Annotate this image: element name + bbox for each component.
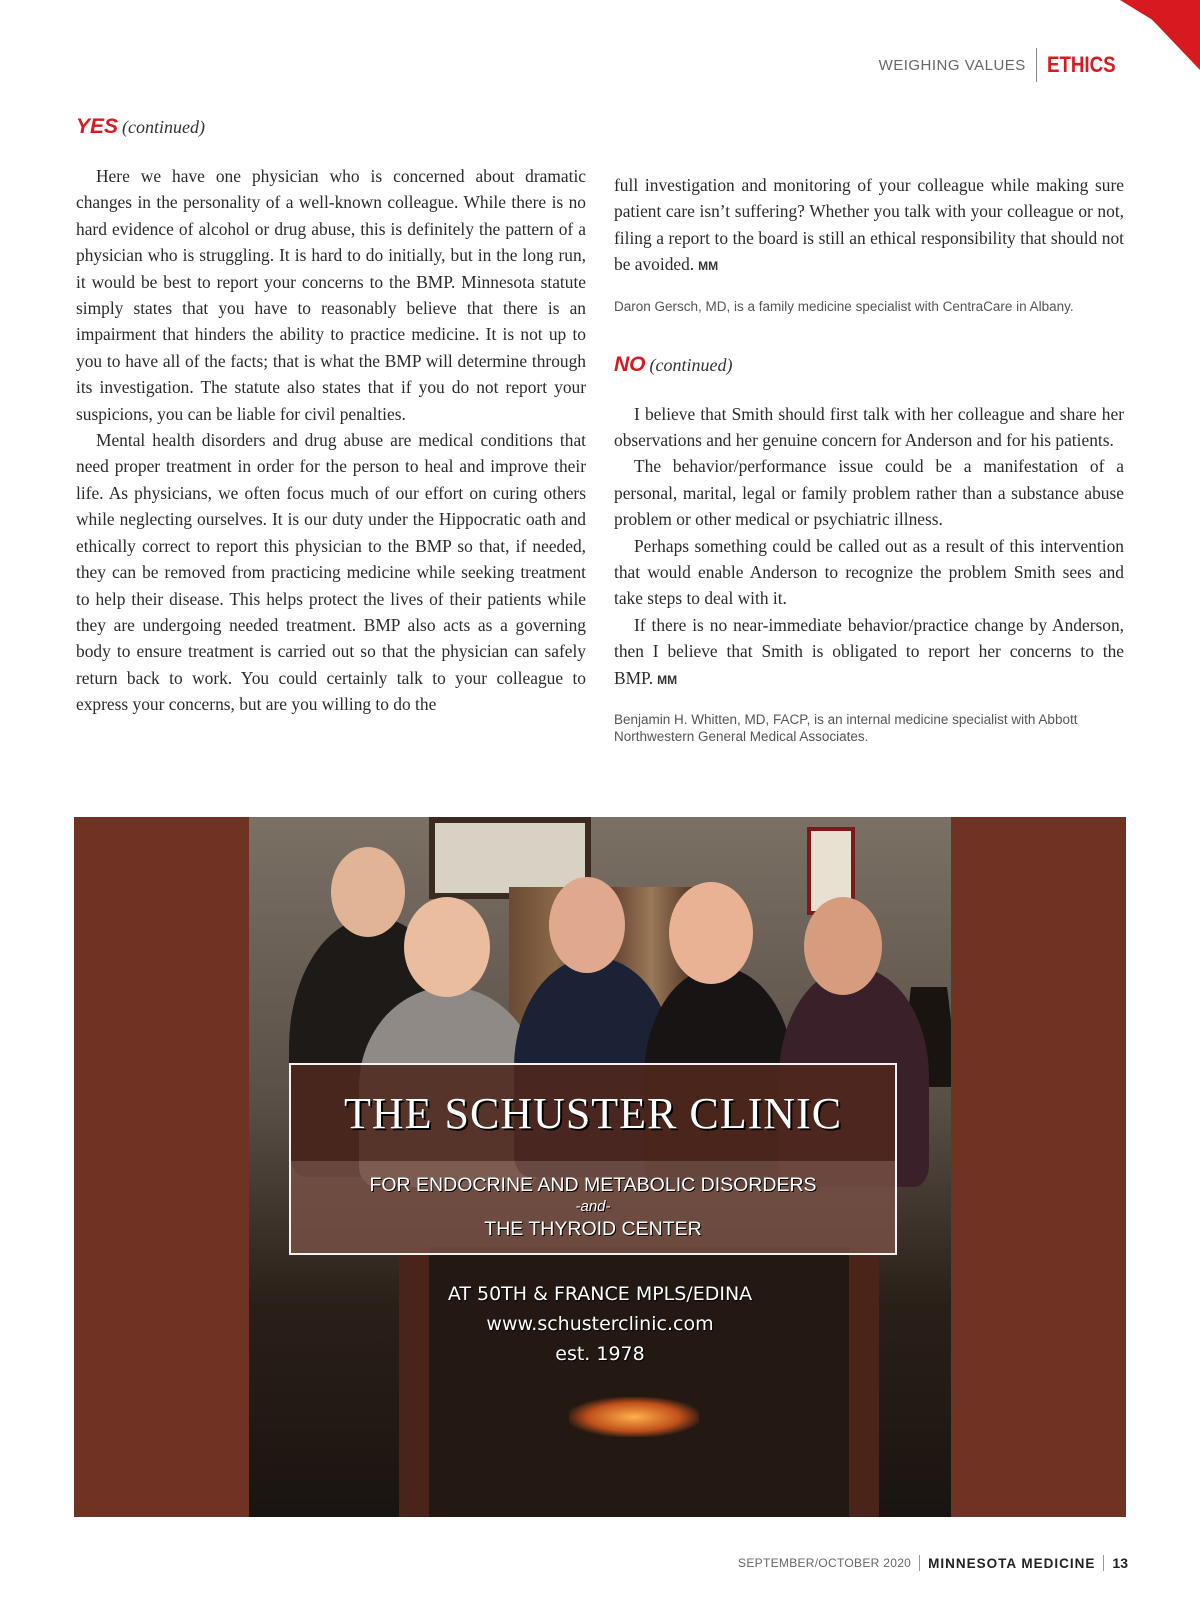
footer-divider [919, 1555, 920, 1571]
no-end-mark: MM [657, 672, 678, 687]
person-5-face [804, 897, 882, 995]
yes-continued: (continued) [122, 117, 205, 137]
no-continued: (continued) [649, 354, 733, 375]
no-paragraph-4 [614, 612, 1124, 693]
page-number: 13 [1112, 1555, 1128, 1571]
no-paragraph-2: The behavior/performance issue could be a manifestation of a personal, marital, legal or family problem rather than a substance abuse problem or other medical or psychiatric illness. [614, 456, 1124, 530]
corner-accent [1120, 0, 1200, 70]
footer-divider-2 [1103, 1555, 1104, 1571]
banner-title-area [291, 1065, 895, 1161]
clinic-banner [289, 1063, 897, 1255]
no-paragraph-4-text: If there is no near-immediate behavior/practice change by Anderson, then I believe that Smith is obligated to report her concerns to the BMP. [614, 614, 1124, 688]
department-label: ETHICS [1047, 52, 1116, 77]
yes-byline: Daron Gersch, MD, is a family medicine specialist with CentraCare in Albany. [614, 298, 1074, 314]
no-tag: NO [614, 352, 646, 376]
yes-paragraph-3 [614, 172, 1124, 280]
clinic-address-block [249, 1279, 951, 1369]
yes-heading [76, 115, 586, 139]
issue-date: SEPTEMBER/OCTOBER 2020 [738, 1556, 912, 1570]
banner-subtitle-area [291, 1161, 895, 1253]
no-heading [614, 353, 1124, 377]
clinic-name: THE SCHUSTER CLINIC [343, 1088, 843, 1138]
yes-paragraph-3-text: full investigation and monitoring of your colleague while making sure patient care isn’t suffering? Whether you talk with your colleague or not, filing a report to the board is still an ethical responsibility that should not be avoided. [614, 175, 1124, 275]
clinic-established: est. 1978 [555, 1343, 645, 1365]
no-paragraph-1: I believe that Smith should first talk with her colleague and share her observations and her genuine concern for Anderson and for his patients. [614, 403, 1124, 451]
no-byline: Benjamin H. Whitten, MD, FACP, is an internal medicine specialist with Abbott Northwestern General Medical Associates. [614, 712, 1078, 745]
right-column [614, 172, 1124, 745]
person-1-face [331, 847, 405, 937]
staff-photo [249, 817, 951, 1517]
fire-glow [569, 1397, 699, 1437]
person-3-face [549, 877, 625, 973]
and-connector: -and- [575, 1198, 611, 1215]
clinic-specialty: FOR ENDOCRINE AND METABOLIC DISORDERS [369, 1174, 817, 1196]
no-paragraph-3: Perhaps something could be called out as a result of this intervention that would enable Anderson to recognize the problem Smith sees and take steps to deal with it. [614, 535, 1124, 609]
yes-tag: YES [76, 115, 119, 138]
thyroid-center: THE THYROID CENTER [484, 1218, 702, 1240]
yes-paragraph-2: Mental health disorders and drug abuse are medical conditions that need proper treatment in order for the person to heal and improve their life. As physicians, we often focus much of our effort on curing others while neglecting ourselves. It is our duty under the Hippocratic oath and ethically correct to report this physician to the BMP so that, if needed, they can be removed from practicing medicine while seeking treatment to help their disease. This helps protect the lives of their patients while they are undergoing needed treatment. BMP also acts as a governing body to ensure treatment is carried out so that the physician can safely return back to work. You could certainly talk to your colleague to express your concerns, but are you willing to do the [76, 430, 586, 715]
clinic-location: AT 50TH & FRANCE MPLS/EDINA [447, 1283, 753, 1305]
clinic-website-link[interactable]: www.schusterclinic.com [486, 1313, 714, 1335]
yes-column [76, 115, 586, 718]
section-label: WEIGHING VALUES [878, 56, 1026, 74]
header-divider [1036, 48, 1038, 82]
page-footer [738, 1553, 1128, 1573]
magazine-name: MINNESOTA MEDICINE [928, 1555, 1096, 1571]
clinic-advertisement[interactable] [74, 817, 1126, 1517]
running-head [879, 48, 1128, 82]
person-2-face [404, 897, 490, 997]
yes-end-mark: MM [698, 259, 719, 274]
person-4-face [669, 882, 753, 984]
yes-paragraph-1: Here we have one physician who is concerned about dramatic changes in the personality of a well-known colleague. While there is no hard evidence of alcohol or drug abuse, this is definitely the pattern of a physician who is struggling. It is hard to do initially, but in the long run, it would be best to report your concerns to the BMP. Minnesota statute simply states that you have to reasonably believe that there is an impairment that hinders the ability to practice medicine. It is not up to you to have all of the facts; that is what the BMP will determine through its investigation. The statute also states that if you do not report your suspicions, you can be liable for civil penalties. [76, 166, 586, 424]
